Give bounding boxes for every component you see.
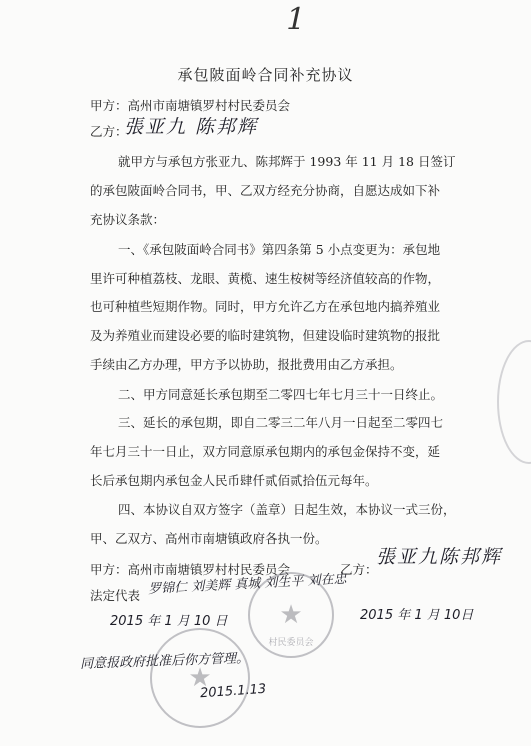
paragraph-line: 四、本协议自双方签字（盖章）日起生效，本协议一式三份，: [118, 502, 456, 517]
footer-party-b-signature: 張亚九陈邦辉: [376, 546, 503, 568]
legal-rep-signatures: 罗锦仁 刘美辉 真城 刘生平 刘在忠: [147, 571, 347, 598]
paragraph-line: 一、《承包陂面岭合同书》第四条第 5 小点变更为：承包地: [118, 242, 441, 257]
paragraph-line: 里许可种植荔枝、龙眼、黄榄、速生桉树等经济值较高的作物，: [90, 271, 441, 286]
paragraph-line: 年七月三十一日止，双方同意原承包期内的承包金保持不变，延: [90, 444, 441, 459]
sign-date-left: 2015 年 1 月 10 日: [110, 614, 228, 629]
paragraph-line: 也可种植些短期作物。同时，甲方允许乙方在承包地内搞养殖业: [90, 299, 441, 314]
footer-party-b-label: 乙方：: [340, 562, 378, 577]
star-icon: ★: [279, 600, 303, 630]
legal-rep-label: 法定代表: [90, 588, 141, 603]
approval-note: 同意报政府批准后你方管理。: [79, 651, 250, 672]
paragraph-line: 二、甲方同意延长承包期至二零四七年七月三十一日终止。: [118, 387, 444, 402]
sign-date-right: 2015 年 1 月 10日: [360, 608, 474, 623]
party-b-signature: 張亚九 陈邦辉: [124, 116, 259, 138]
paragraph-line: 三、延长的承包期，即自二零三二年八月一日起至二零四七: [118, 415, 444, 430]
paragraph-line: 及为养殖业而建设必要的临时建筑物，但建设临时建筑物的报批: [90, 328, 441, 343]
paragraph-line: 充协议条款：: [90, 212, 166, 227]
approval-date: 2015.1.13: [199, 681, 267, 702]
village-committee-stamp: [248, 572, 334, 658]
paragraph-line: 手续由乙方办理，甲方予以协助，报批费用由乙方承担。: [90, 357, 403, 372]
paragraph-line: 长后承包期内承包金人民币肆仟贰佰贰拾伍元每年。: [90, 473, 378, 488]
star-icon: ★: [188, 663, 212, 693]
paragraph-line: 就甲方与承包方张亚九、陈邦辉于 1993 年 11 月 18 日签订: [118, 154, 456, 169]
paragraph-line: 甲、乙双方、高州市南塘镇政府各执一份。: [90, 531, 328, 546]
stamp-text: 村民委员会: [268, 638, 314, 648]
party-a-line: 甲方：高州市南塘镇罗村村民委员会: [90, 98, 291, 113]
party-b-label: 乙方：: [90, 124, 128, 139]
paragraph-line: 的承包陂面岭合同书，甲、乙双方经充分协商，自愿达成如下补: [90, 183, 441, 198]
page-number: 1: [282, 2, 309, 37]
document-title: 承包陂面岭合同补充协议: [177, 66, 354, 84]
government-stamp: [150, 628, 250, 728]
edge-seal: [497, 340, 531, 464]
footer-party-a: 甲方：高州市南塘镇罗村村民委员会: [90, 562, 291, 577]
